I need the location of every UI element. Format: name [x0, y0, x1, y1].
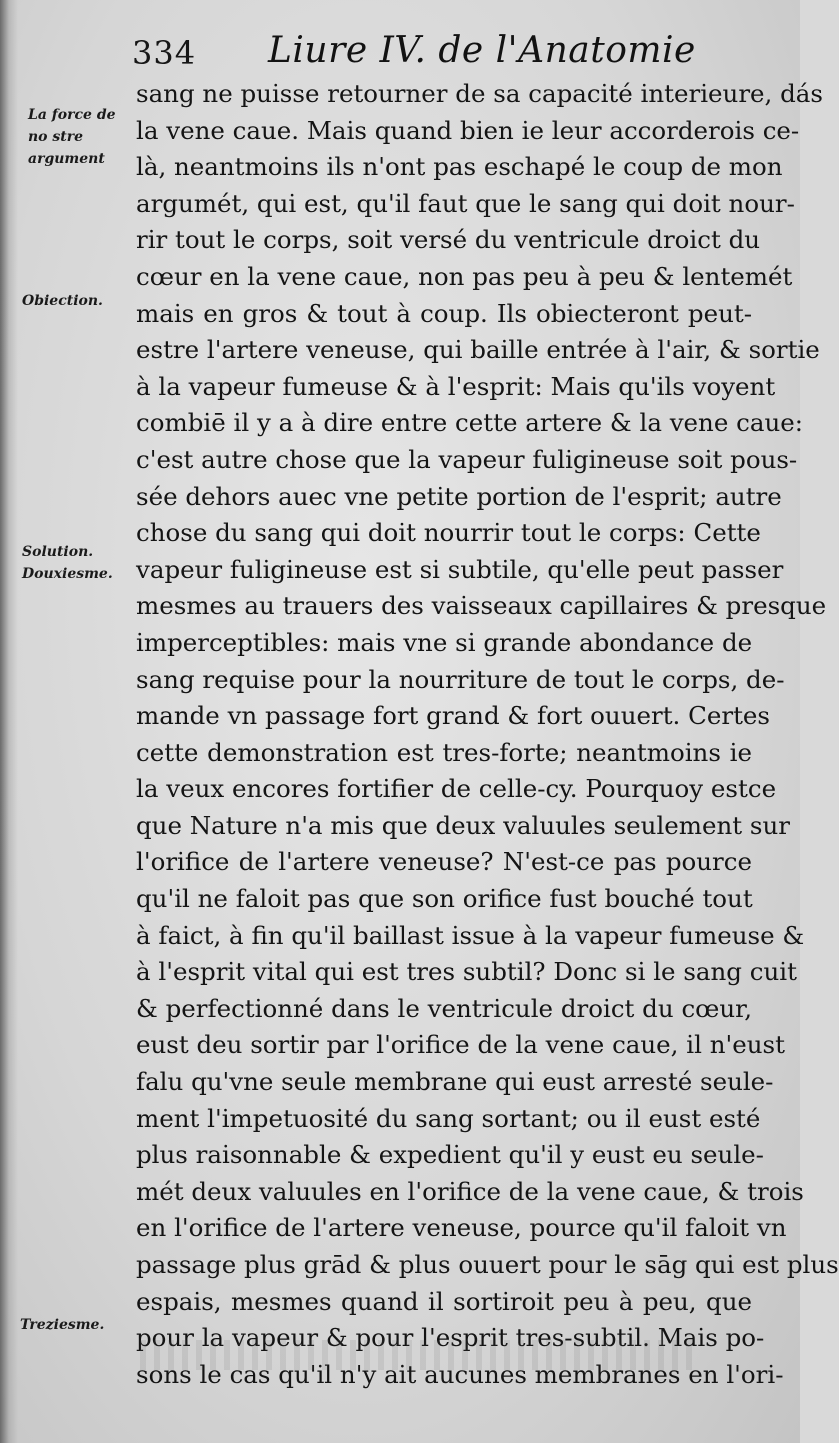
margin-note-douziesme: Douxiesme.: [22, 566, 113, 582]
text-line: espais, mesmes quand il sortiroit peu à peu, que: [136, 1286, 752, 1316]
text-line: à faict, à fin qu'il baillast issue à la vapeur fumeuse &: [136, 920, 805, 950]
text-line: combiē il y a à dire entre cette artere & la vene caue:: [136, 408, 803, 438]
text-line: en l'orifice de l'artere veneuse, pource qu'il faloit vn: [136, 1213, 787, 1243]
text-line: ment l'impetuosité du sang sortant; ou il eust esté: [136, 1103, 761, 1133]
text-line: mande vn passage fort grand & fort ouuert. Certes: [136, 701, 770, 731]
margin-note-force: La force de no stre argument: [28, 107, 116, 167]
text-line: imperceptibles: mais vne si grande abondance de: [136, 627, 753, 657]
margin-note-treziesme: Treziesme.: [20, 1317, 105, 1333]
text-line: falu qu'vne seule membrane qui eust arresté seule-: [136, 1067, 774, 1097]
text-line: là, neantmoins ils n'ont pas eschapé le coup de mon: [136, 152, 783, 182]
text-line: cœur en la vene caue, non pas peu à peu & lentemét: [136, 261, 793, 291]
text-line: cette demonstration est tres-forte; neantmoins ie: [136, 737, 752, 767]
text-line: eust deu sortir par l'orifice de la vene caue, il n'eust: [136, 1030, 785, 1060]
text-line: la vene caue. Mais quand bien ie leur accorderois ce-: [136, 115, 800, 145]
page-number: 334: [132, 34, 197, 72]
text-line: plus raisonnable & expedient qu'il y eust eu seule-: [136, 1140, 764, 1170]
text-line: sons le cas qu'il n'y ait aucunes membranes en l'ori-: [136, 1359, 784, 1389]
show-through-bleed: [140, 1340, 700, 1370]
text-line: sang ne puisse retourner de sa capacité interieure, dás: [136, 79, 823, 108]
text-line: sée dehors auec vne petite portion de l'esprit; autre: [136, 481, 782, 511]
body-text: [136, 76, 839, 1393]
text-line: à la vapeur fumeuse & à l'esprit: Mais qu'ils voyent: [136, 371, 776, 401]
text-line: argumét, qui est, qu'il faut que le sang qui doit nour-: [136, 188, 795, 218]
text-line: estre l'artere veneuse, qui baille entrée à l'air, & sortie: [136, 335, 820, 365]
text-line: que Nature n'a mis que deux valuules seulement sur: [136, 810, 790, 840]
running-title: Liure IV. de l'Anatomie: [268, 30, 696, 71]
text-line: vapeur fuligineuse est si subtile, qu'elle peut passer: [136, 554, 784, 584]
gutter-shadow: [0, 0, 18, 1443]
text-line: qu'il ne faloit pas que son orifice fust bouché tout: [136, 884, 753, 914]
text-line: mesmes au trauers des vaisseaux capillaires & presque: [136, 591, 827, 621]
text-line: la veux encores fortifier de celle-cy. Pourquoy estce: [136, 774, 777, 804]
text-line: & perfectionné dans le ventricule droict du cœur,: [136, 993, 752, 1023]
text-line: à l'esprit vital qui est tres subtil? Donc si le sang cuit: [136, 957, 797, 987]
margin-note-objection: Obiection.: [22, 293, 103, 309]
text-line: l'orifice de l'artere veneuse? N'est-ce pas pource: [136, 847, 752, 877]
text-line: passage plus grād & plus ouuert pour le sāg qui est plus: [136, 1250, 839, 1279]
text-line: chose du sang qui doit nourrir tout le corps: Cette: [136, 518, 761, 548]
text-line: c'est autre chose que la vapeur fuligineuse soit pous-: [136, 444, 798, 474]
text-line: sang requise pour la nourriture de tout le corps, de-: [136, 664, 785, 694]
text-line: pour la vapeur & pour l'esprit tres-subtil. Mais po-: [136, 1323, 765, 1353]
text-line: mais en gros & tout à coup. Ils obiecteront peut-: [136, 298, 752, 328]
text-line: rir tout le corps, soit versé du ventricule droict du: [136, 225, 761, 255]
margin-note-solution: Solution.: [22, 544, 94, 560]
running-head: [0, 30, 800, 80]
text-line: mét deux valuules en l'orifice de la vene caue, & trois: [136, 1176, 804, 1206]
